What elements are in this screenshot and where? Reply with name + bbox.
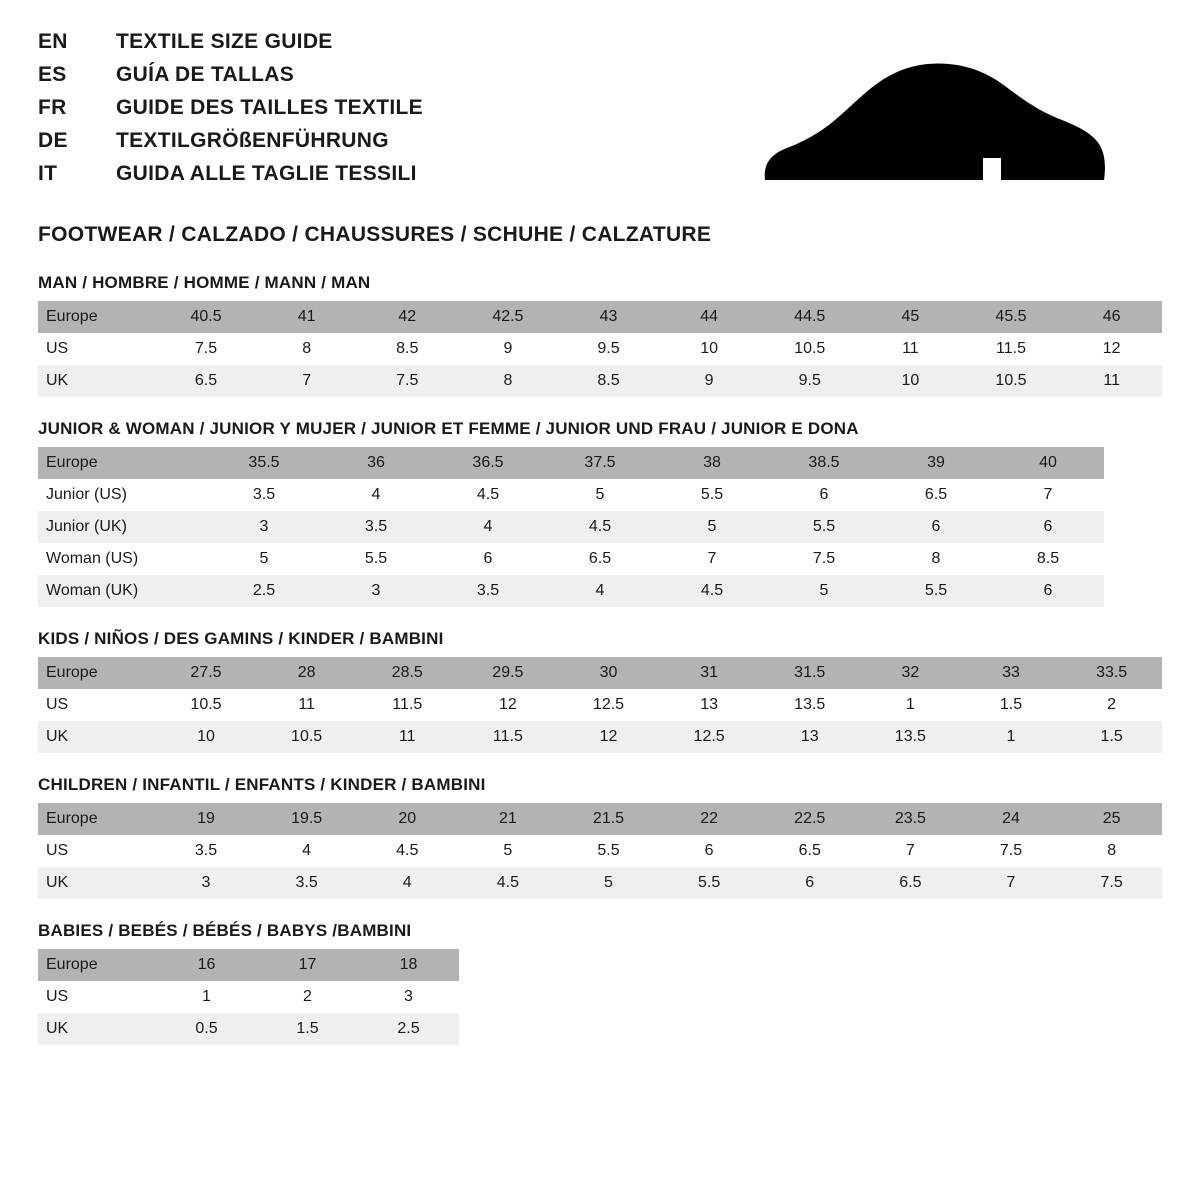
size-cell: 35.5 <box>208 447 320 479</box>
size-cell: 42.5 <box>458 301 559 333</box>
row-label: US <box>38 333 156 365</box>
size-table-group <box>38 247 1162 397</box>
table-row <box>38 657 1162 689</box>
size-cell: 8.5 <box>558 365 659 397</box>
size-cell: 9.5 <box>759 365 860 397</box>
row-label: Junior (UK) <box>38 511 208 543</box>
size-cell: 4 <box>256 835 357 867</box>
table-row <box>38 721 1162 753</box>
size-table-group <box>38 397 1162 607</box>
size-cell: 38 <box>656 447 768 479</box>
language-row <box>38 63 423 96</box>
size-cell: 3.5 <box>256 867 357 899</box>
size-tables <box>38 247 1162 1045</box>
size-cell: 9.5 <box>558 333 659 365</box>
language-code: DE <box>38 129 68 152</box>
size-cell: 7.5 <box>156 333 257 365</box>
size-cell: 13 <box>759 721 860 753</box>
size-cell: 3 <box>156 867 257 899</box>
size-cell: 12 <box>458 689 559 721</box>
size-cell: 19.5 <box>256 803 357 835</box>
size-cell: 10.5 <box>961 365 1062 397</box>
row-label: Europe <box>38 949 156 981</box>
language-code: ES <box>38 63 67 86</box>
row-label: Europe <box>38 803 156 835</box>
size-table-title: MAN / HOMBRE / HOMME / MANN / MAN <box>38 273 371 292</box>
table-row <box>38 1013 459 1045</box>
size-cell: 23.5 <box>860 803 961 835</box>
size-cell: 33 <box>961 657 1062 689</box>
size-cell: 4 <box>544 575 656 607</box>
row-label: UK <box>38 721 156 753</box>
table-row <box>38 949 459 981</box>
size-table-group <box>38 753 1162 899</box>
spacer <box>38 607 1162 629</box>
spacer <box>38 397 1162 419</box>
size-cell: 4.5 <box>458 867 559 899</box>
language-title: TEXTILE SIZE GUIDE <box>116 30 333 53</box>
size-cell: 13 <box>659 689 760 721</box>
size-cell: 0.5 <box>156 1013 257 1045</box>
size-cell: 8 <box>1061 835 1162 867</box>
size-cell: 6 <box>432 543 544 575</box>
size-cell: 5.5 <box>320 543 432 575</box>
language-row <box>38 129 423 162</box>
size-cell: 8.5 <box>992 543 1104 575</box>
size-cell: 3 <box>320 575 432 607</box>
size-cell: 10.5 <box>759 333 860 365</box>
size-cell: 7.5 <box>961 835 1062 867</box>
size-cell: 12 <box>558 721 659 753</box>
size-cell: 2 <box>1061 689 1162 721</box>
row-label: US <box>38 835 156 867</box>
size-cell: 4 <box>432 511 544 543</box>
size-table <box>38 949 459 1045</box>
row-label: UK <box>38 1013 156 1045</box>
size-cell: 16 <box>156 949 257 981</box>
size-cell: 10 <box>156 721 257 753</box>
size-cell: 1 <box>961 721 1062 753</box>
size-cell: 3.5 <box>156 835 257 867</box>
size-cell: 13.5 <box>759 689 860 721</box>
table-row <box>38 867 1162 899</box>
size-cell: 11 <box>256 689 357 721</box>
size-cell: 10.5 <box>156 689 257 721</box>
size-cell: 6.5 <box>880 479 992 511</box>
size-cell: 22 <box>659 803 760 835</box>
size-cell: 11.5 <box>961 333 1062 365</box>
size-cell: 44 <box>659 301 760 333</box>
size-cell: 5 <box>544 479 656 511</box>
size-cell: 19 <box>156 803 257 835</box>
size-cell: 21 <box>458 803 559 835</box>
size-cell: 40 <box>992 447 1104 479</box>
size-cell: 17 <box>257 949 358 981</box>
language-title: GUÍA DE TALLAS <box>116 63 295 86</box>
size-cell: 40.5 <box>156 301 257 333</box>
size-table <box>38 657 1162 753</box>
language-code: EN <box>38 30 68 53</box>
size-table <box>38 803 1162 899</box>
size-table <box>38 447 1104 607</box>
size-cell: 7 <box>860 835 961 867</box>
size-cell: 5 <box>458 835 559 867</box>
size-cell: 44.5 <box>759 301 860 333</box>
size-cell: 7.5 <box>357 365 458 397</box>
size-cell: 6 <box>768 479 880 511</box>
language-code: FR <box>38 96 67 119</box>
size-cell: 28.5 <box>357 657 458 689</box>
language-title: GUIDA ALLE TAGLIE TESSILI <box>116 162 417 185</box>
size-cell: 7 <box>656 543 768 575</box>
size-cell: 6 <box>992 511 1104 543</box>
size-cell: 6.5 <box>759 835 860 867</box>
table-row <box>38 365 1162 397</box>
size-cell: 33.5 <box>1061 657 1162 689</box>
spacer <box>38 899 1162 921</box>
size-table-title: KIDS / NIÑOS / DES GAMINS / KINDER / BAMBINI <box>38 629 444 648</box>
size-table-title: CHILDREN / INFANTIL / ENFANTS / KINDER / BAMBINI <box>38 775 486 794</box>
size-cell: 8 <box>880 543 992 575</box>
size-table-group <box>38 899 1162 1045</box>
size-cell: 41 <box>256 301 357 333</box>
size-cell: 11.5 <box>458 721 559 753</box>
table-row <box>38 333 1162 365</box>
size-cell: 31.5 <box>759 657 860 689</box>
spacer <box>38 247 1162 273</box>
size-cell: 38.5 <box>768 447 880 479</box>
size-cell: 3 <box>208 511 320 543</box>
size-cell: 1.5 <box>257 1013 358 1045</box>
table-row <box>38 835 1162 867</box>
table-row <box>38 447 1104 479</box>
row-label: UK <box>38 365 156 397</box>
size-cell: 6 <box>880 511 992 543</box>
size-cell: 3 <box>358 981 459 1013</box>
size-cell: 3.5 <box>208 479 320 511</box>
category-title: FOOTWEAR / CALZADO / CHAUSSURES / SCHUHE / CALZATURE <box>38 223 712 246</box>
size-cell: 31 <box>659 657 760 689</box>
size-cell: 6 <box>759 867 860 899</box>
size-cell: 12 <box>1061 333 1162 365</box>
size-cell: 5 <box>558 867 659 899</box>
row-label: UK <box>38 867 156 899</box>
size-cell: 10 <box>860 365 961 397</box>
size-cell: 7.5 <box>1061 867 1162 899</box>
size-cell: 3.5 <box>320 511 432 543</box>
size-cell: 2.5 <box>358 1013 459 1045</box>
size-cell: 13.5 <box>860 721 961 753</box>
table-row <box>38 803 1162 835</box>
size-cell: 1.5 <box>1061 721 1162 753</box>
table-row <box>38 689 1162 721</box>
size-cell: 5 <box>768 575 880 607</box>
size-cell: 28 <box>256 657 357 689</box>
size-cell: 5.5 <box>768 511 880 543</box>
size-cell: 2 <box>257 981 358 1013</box>
size-cell: 8.5 <box>357 333 458 365</box>
size-cell: 42 <box>357 301 458 333</box>
size-cell: 4 <box>320 479 432 511</box>
size-cell: 10 <box>659 333 760 365</box>
size-cell: 9 <box>659 365 760 397</box>
size-cell: 4.5 <box>544 511 656 543</box>
spacer <box>38 753 1162 775</box>
size-table-group <box>38 607 1162 753</box>
size-cell: 7 <box>992 479 1104 511</box>
row-label: US <box>38 981 156 1013</box>
size-table-title: JUNIOR & WOMAN / JUNIOR Y MUJER / JUNIOR ET FEMME / JUNIOR UND FRAU / JUNIOR E DONA <box>38 419 859 438</box>
row-label: Europe <box>38 657 156 689</box>
size-cell: 6 <box>992 575 1104 607</box>
size-cell: 11 <box>1061 365 1162 397</box>
size-table-title: BABIES / BEBÉS / BÉBÉS / BABYS /BAMBINI <box>38 921 412 940</box>
size-cell: 11 <box>357 721 458 753</box>
table-row <box>38 543 1104 575</box>
size-cell: 30 <box>558 657 659 689</box>
language-row <box>38 162 423 195</box>
table-row <box>38 479 1104 511</box>
document-header <box>38 30 1162 197</box>
size-cell: 24 <box>961 803 1062 835</box>
size-cell: 8 <box>458 365 559 397</box>
size-cell: 12.5 <box>659 721 760 753</box>
dress-shoe-icon <box>757 62 1107 197</box>
size-cell: 27.5 <box>156 657 257 689</box>
size-cell: 22.5 <box>759 803 860 835</box>
size-cell: 1 <box>860 689 961 721</box>
language-title-list <box>38 30 423 195</box>
size-cell: 10.5 <box>256 721 357 753</box>
size-cell: 4.5 <box>656 575 768 607</box>
size-cell: 45 <box>860 301 961 333</box>
size-cell: 6 <box>659 835 760 867</box>
language-row <box>38 96 423 129</box>
table-row <box>38 511 1104 543</box>
size-cell: 2.5 <box>208 575 320 607</box>
size-cell: 5 <box>656 511 768 543</box>
language-title: GUIDE DES TAILLES TEXTILE <box>116 96 423 119</box>
size-cell: 3.5 <box>432 575 544 607</box>
size-cell: 4.5 <box>432 479 544 511</box>
size-cell: 46 <box>1061 301 1162 333</box>
size-cell: 45.5 <box>961 301 1062 333</box>
size-cell: 20 <box>357 803 458 835</box>
size-cell: 5.5 <box>880 575 992 607</box>
size-cell: 8 <box>256 333 357 365</box>
size-cell: 11.5 <box>357 689 458 721</box>
size-cell: 37.5 <box>544 447 656 479</box>
size-cell: 5.5 <box>656 479 768 511</box>
size-cell: 7 <box>961 867 1062 899</box>
language-title: TEXTILGRÖßENFÜHRUNG <box>116 129 389 152</box>
row-label: Junior (US) <box>38 479 208 511</box>
size-table <box>38 301 1162 397</box>
row-label: US <box>38 689 156 721</box>
language-row <box>38 30 423 63</box>
table-row <box>38 575 1104 607</box>
size-cell: 32 <box>860 657 961 689</box>
row-label: Woman (UK) <box>38 575 208 607</box>
size-cell: 9 <box>458 333 559 365</box>
size-cell: 5 <box>208 543 320 575</box>
size-cell: 36 <box>320 447 432 479</box>
size-cell: 5.5 <box>558 835 659 867</box>
size-cell: 7 <box>256 365 357 397</box>
size-cell: 4 <box>357 867 458 899</box>
row-label: Europe <box>38 301 156 333</box>
size-cell: 29.5 <box>458 657 559 689</box>
size-cell: 18 <box>358 949 459 981</box>
size-cell: 36.5 <box>432 447 544 479</box>
table-row <box>38 301 1162 333</box>
size-cell: 1.5 <box>961 689 1062 721</box>
size-cell: 43 <box>558 301 659 333</box>
size-cell: 6.5 <box>860 867 961 899</box>
row-label: Europe <box>38 447 208 479</box>
size-cell: 12.5 <box>558 689 659 721</box>
size-cell: 39 <box>880 447 992 479</box>
size-cell: 6.5 <box>544 543 656 575</box>
size-cell: 25 <box>1061 803 1162 835</box>
size-cell: 21.5 <box>558 803 659 835</box>
size-cell: 11 <box>860 333 961 365</box>
size-cell: 1 <box>156 981 257 1013</box>
size-cell: 6.5 <box>156 365 257 397</box>
size-cell: 4.5 <box>357 835 458 867</box>
language-code: IT <box>38 162 58 185</box>
row-label: Woman (US) <box>38 543 208 575</box>
size-cell: 5.5 <box>659 867 760 899</box>
table-row <box>38 981 459 1013</box>
size-cell: 7.5 <box>768 543 880 575</box>
